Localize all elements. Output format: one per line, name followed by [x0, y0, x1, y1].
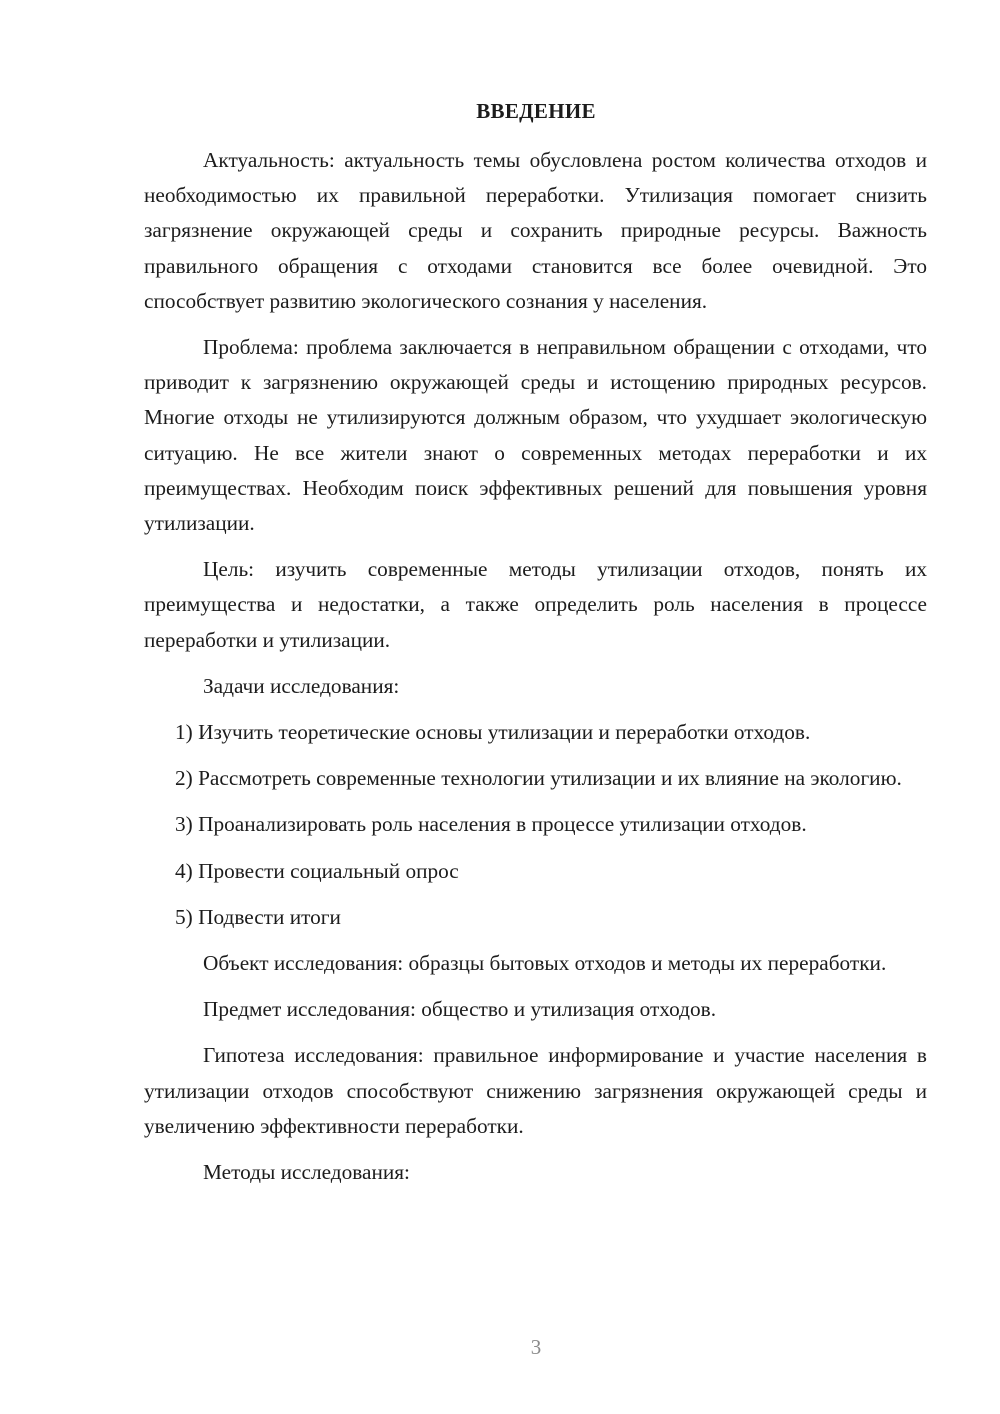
task-item-3: 3) Проанализировать роль населения в процессе утилизации отходов. [175, 812, 807, 837]
paragraph-goal: Цель: изучить современные методы утилизации отходов, понять их преимущества и недостатки, а также определить роль населения в процессе переработки и утилизации. [144, 557, 927, 652]
page-number: 3 [530, 1335, 542, 1359]
paragraph-subject: Предмет исследования: общество и утилизация отходов. [203, 997, 717, 1022]
paragraph-hypothesis: Гипотеза исследования: правильное информирование и участие населения в утилизации отходов способствуют снижению загрязнения окружающей среды и увеличению эффективности переработки. [144, 1043, 927, 1138]
task-item-1: 1) Изучить теоретические основы утилизации и переработки отходов. [175, 720, 811, 745]
paragraph-relevance: Актуальность: актуальность темы обусловлена ростом количества отходов и необходимостью их правильной переработки. Утилизация помогает снизить загрязнение окружающей среды и сохранить природные ресурсы. Важность правильного обращения с отходами становится все более очевидной. Это способствует развитию экологического сознания у населения. [144, 148, 927, 313]
section-heading: ВВЕДЕНИЕ [476, 99, 596, 123]
task-item-2: 2) Рассмотреть современные технологии утилизации и их влияние на экологию. [175, 766, 902, 791]
paragraph-object: Объект исследования: образцы бытовых отходов и методы их переработки. [203, 951, 887, 976]
paragraph-methods: Методы исследования: [203, 1160, 410, 1185]
body-text [144, 143, 927, 1190]
task-item-5: 5) Подвести итоги [175, 904, 341, 929]
task-item-4: 4) Провести социальный опрос [175, 858, 459, 883]
paragraph-problem: Проблема: проблема заключается в неправильном обращении с отходами, что приводит к загрязнению окружающей среды и истощению природных ресурсов. Многие отходы не утилизируются должным образом, что ухудшает экологическую ситуацию. Не все жители знают о современных методах переработки и их преимуществах. Необходим поиск эффективных решений для повышения уровня утилизации. [144, 335, 927, 536]
paragraph-tasks-heading: Задачи исследования: [203, 673, 400, 698]
